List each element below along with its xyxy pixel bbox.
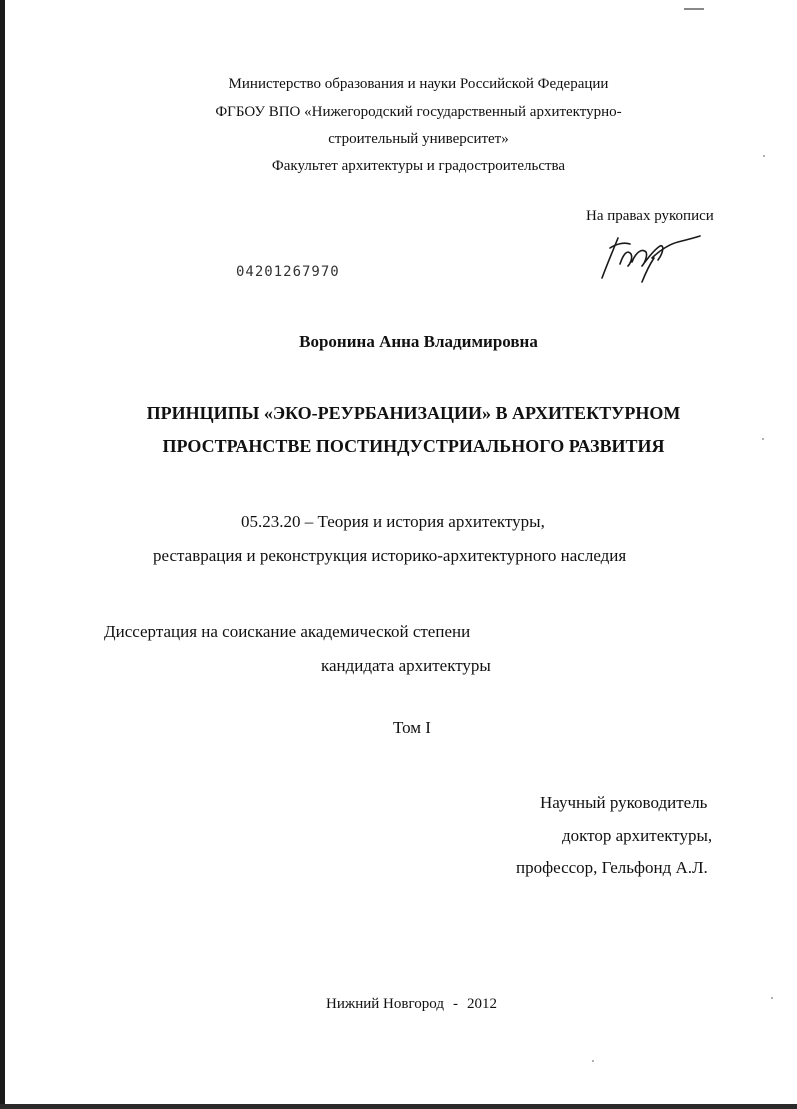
scan-left-border <box>0 0 5 1109</box>
scan-speck <box>762 438 764 440</box>
city: Нижний Новгород <box>326 996 444 1012</box>
scan-speck <box>771 997 773 999</box>
specialty-line-2: реставрация и реконструкция историко-архитектурного наследия <box>153 546 627 565</box>
scan-speck <box>763 155 765 157</box>
supervisor-role: Научный руководитель <box>540 793 708 812</box>
dissertation-title-line-2: ПРОСТРАНСТВЕ ПОСТИНДУСТРИАЛЬНОГО РАЗВИТИЯ <box>162 436 665 456</box>
faculty-line: Факультет архитектуры и градостроительства <box>271 158 566 174</box>
registry-number: 04201267970 <box>236 264 340 280</box>
city-year <box>326 996 497 1013</box>
supervisor-name: профессор, Гельфонд А.Л. <box>516 858 708 877</box>
dissertation-type-line-2: кандидата архитектуры <box>321 656 491 675</box>
scan-bottom-border <box>0 1104 797 1109</box>
university-line-1: ФГБОУ ВПО «Нижегородский государственный архитектурно- <box>215 104 622 120</box>
separator: - <box>452 996 458 1012</box>
scan-speck <box>592 1060 594 1062</box>
university-line-2: строительный университет» <box>328 131 509 147</box>
supervisor-degree: доктор архитектуры, <box>562 826 713 845</box>
dissertation-type-line-1: Диссертация на соискание академической степени <box>104 622 471 641</box>
volume-label: Том I <box>393 718 431 737</box>
author-name: Воронина Анна Владимировна <box>299 332 538 351</box>
specialty-line-1: 05.23.20 – Теория и история архитектуры, <box>241 512 545 531</box>
handwritten-signature <box>598 228 702 284</box>
ministry-line: Министерство образования и науки Российской Федерации <box>228 76 609 92</box>
rights-note: На правах рукописи <box>586 208 714 224</box>
year: 2012 <box>466 996 497 1012</box>
scan-mark <box>684 8 704 10</box>
dissertation-title-line-1: ПРИНЦИПЫ «ЭКО-РЕУРБАНИЗАЦИИ» В АРХИТЕКТУРНОМ <box>146 403 681 423</box>
